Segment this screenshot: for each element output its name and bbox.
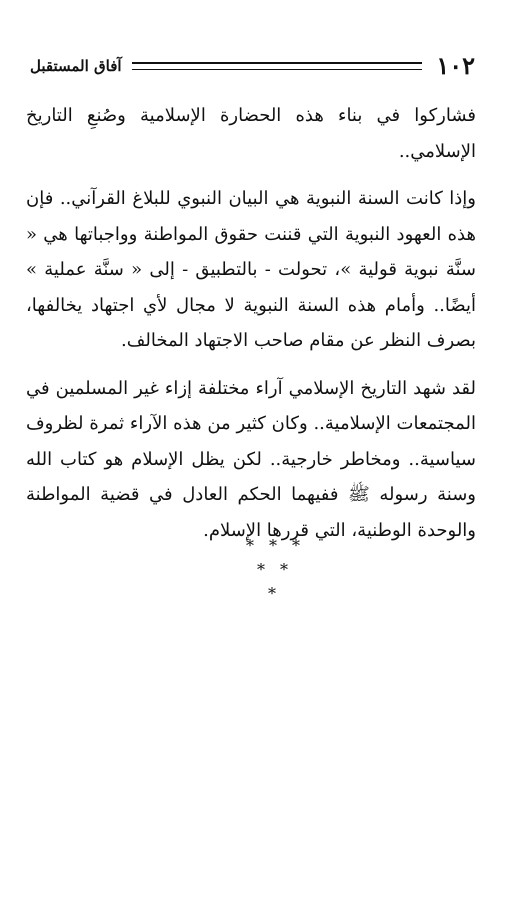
header-rule (132, 62, 423, 70)
divider-star: * (269, 536, 277, 555)
running-header (30, 52, 475, 80)
paragraph-1: فشاركوا في بناء هذه الحضارة الإسلامية وصُنعِ التاريخ الإسلامي.. (26, 105, 476, 162)
paragraph-2: وإذا كانت السنة النبوية هي البيان النبوي للبلاغ القرآني.. فإن هذه العهود النبوية التي قننت حقوق المواطنة وواجباتها هي « سنَّة نبوية قولية »، تحولت - بالتطبيق - إلى « سنَّة عملية » أيضًا.. وأمام هذه السنة النبوية لا مجال لأي اجتهاد يخالفها، بصرف النظر عن مقام صاحب الاجتهاد المخالف. (26, 188, 476, 351)
book-title: آفاق المستقبل (30, 57, 122, 75)
section-divider (0, 538, 530, 610)
paragraph-3: لقد شهد التاريخ الإسلامي آراء مختلفة إزاء غير المسلمين في المجتمعات الإسلامية.. وكان كثير من هذه الآراء ثمرة لظروف سياسية.. ومخاطر خارجية.. لكن يظل الإسلام هو كتاب الله وسنة رسوله ﷺ ففيهما الحكم العادل في قضية المواطنة والوحدة الوطنية، التي قررها الإسلام. (26, 377, 476, 541)
divider-row-2 (0, 562, 530, 586)
divider-star: * (257, 560, 265, 579)
divider-star: * (280, 560, 288, 579)
page-number: ١٠٢ (436, 51, 475, 80)
divider-row-1 (0, 538, 530, 562)
divider-star: * (292, 536, 300, 555)
divider-star: * (268, 584, 276, 603)
body-text (26, 98, 476, 560)
divider-star: * (246, 536, 254, 555)
divider-row-3 (0, 586, 530, 610)
